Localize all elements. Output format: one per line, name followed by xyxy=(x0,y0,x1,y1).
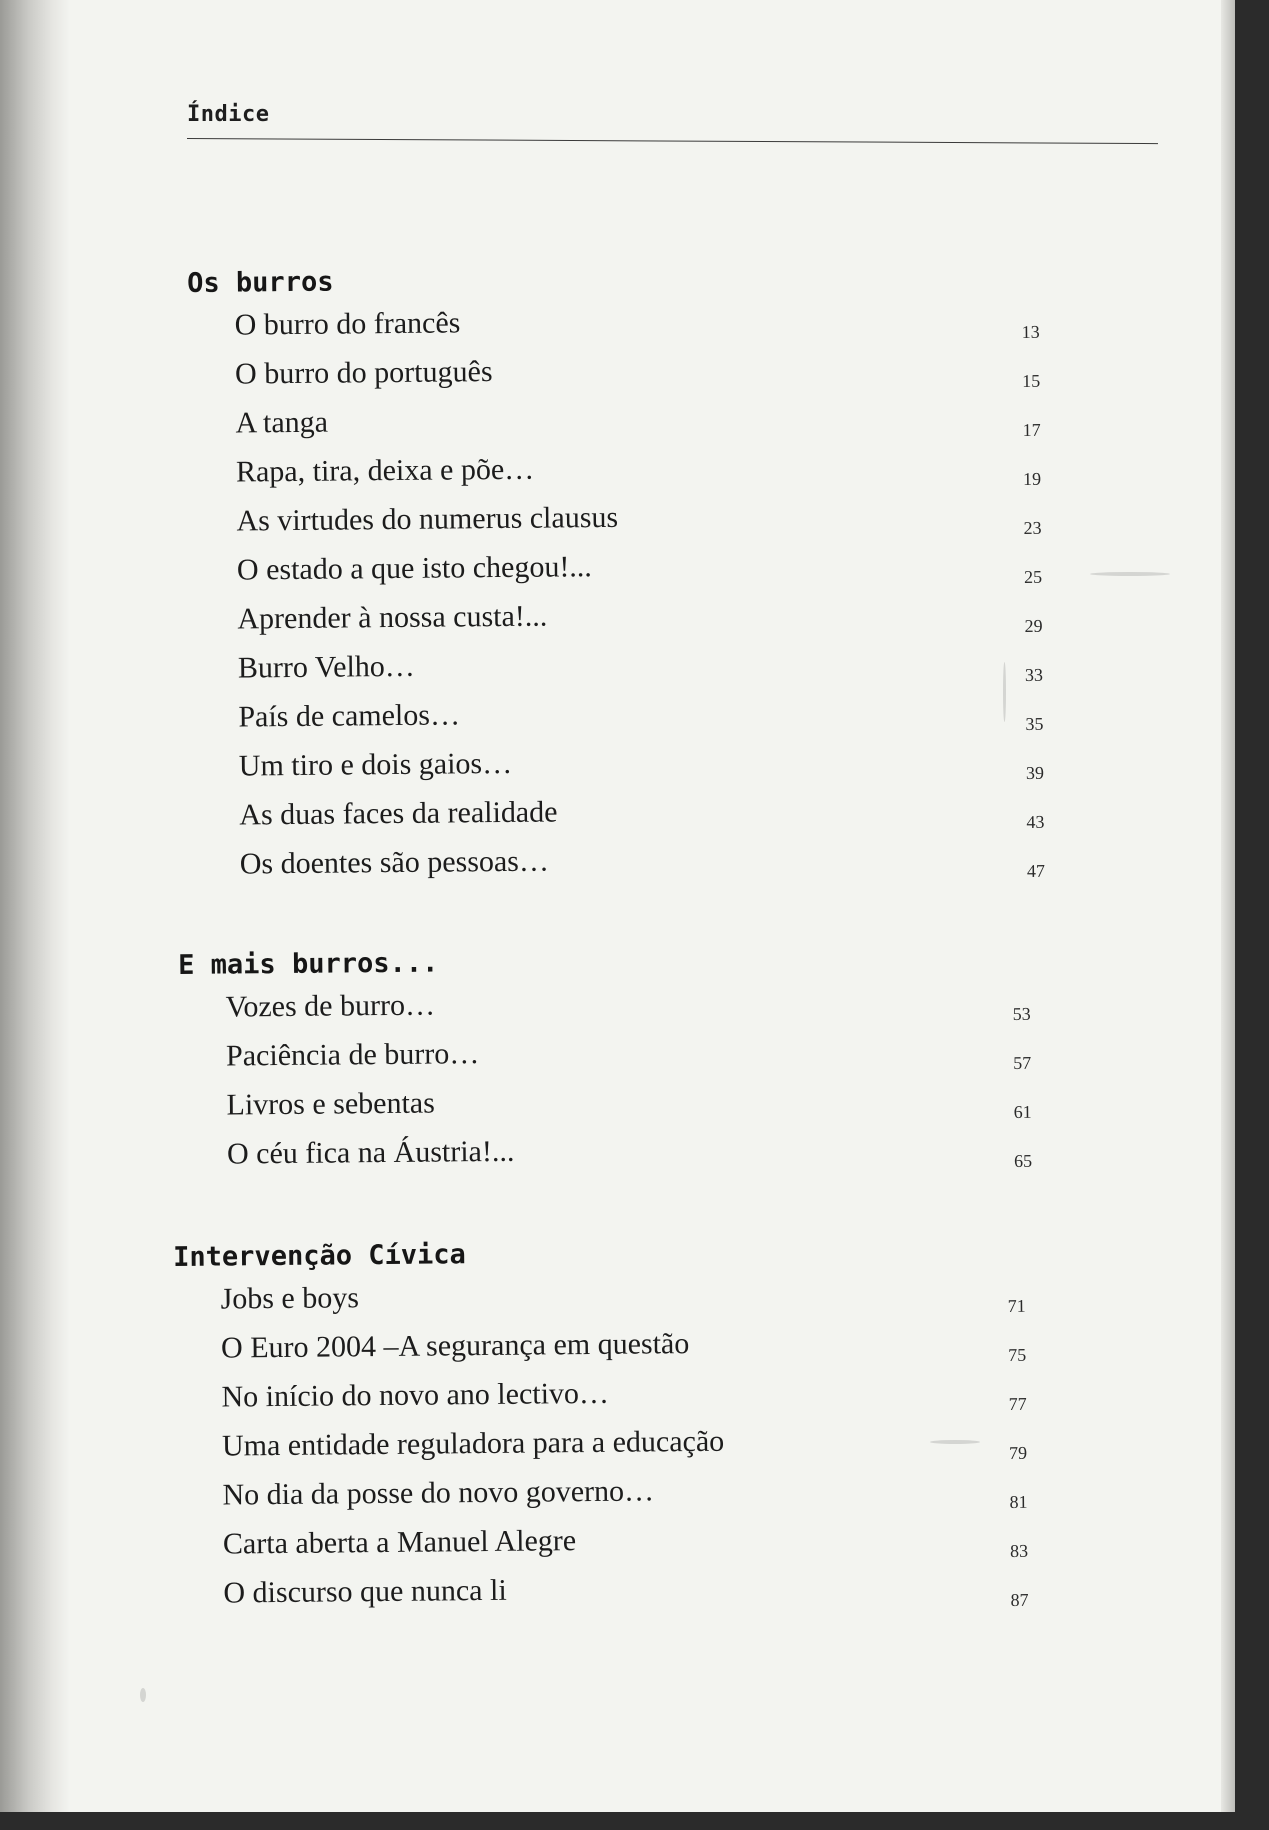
toc-entry xyxy=(175,1419,1027,1476)
entry-title: As virtudes do numerus clausus xyxy=(236,500,619,538)
entry-page-number: 79 xyxy=(1009,1442,1028,1463)
entry-page-number: 17 xyxy=(1022,419,1041,440)
entry-title: No dia da posse do novo governo… xyxy=(222,1474,655,1512)
toc-entry xyxy=(175,1468,1027,1525)
entry-title: O Euro 2004 –A segurança em questão xyxy=(220,1327,690,1365)
section-title: E mais burros... xyxy=(178,947,439,981)
scan-smudge xyxy=(930,1440,980,1444)
page-gutter-shadow xyxy=(0,0,70,1812)
entry-title: Livros e sebentas xyxy=(226,1086,435,1122)
scan-smudge xyxy=(1090,572,1170,576)
entry-page-number: 53 xyxy=(1012,1003,1031,1024)
entry-title: No início do novo ano lectivo… xyxy=(221,1376,610,1414)
entry-page-number: 13 xyxy=(1021,321,1040,342)
entry-title: Uma entidade reguladora para a educação xyxy=(221,1424,725,1463)
entry-title: Jobs e boys xyxy=(220,1281,360,1316)
entry-page-number: 75 xyxy=(1008,1344,1027,1365)
toc-entry xyxy=(188,347,1040,404)
toc-entry xyxy=(191,690,1043,747)
header-rule xyxy=(187,138,1158,144)
entry-title: Um tiro e dois gaios… xyxy=(238,746,513,783)
entry-page-number: 39 xyxy=(1025,762,1045,783)
entry-page-number: 35 xyxy=(1025,713,1044,734)
toc-entry xyxy=(187,298,1039,355)
entry-title: Carta aberta a Manuel Alegre xyxy=(222,1524,577,1561)
section-title: Os burros xyxy=(187,266,334,299)
toc-entry xyxy=(190,543,1042,600)
toc-entry xyxy=(191,641,1043,698)
toc-entry xyxy=(193,837,1045,894)
toc-entry xyxy=(179,1078,1031,1135)
entry-page-number: 25 xyxy=(1023,566,1043,587)
toc-entry xyxy=(189,494,1041,551)
entry-page-number: 33 xyxy=(1024,664,1044,685)
toc-entry xyxy=(190,592,1042,649)
scan-smudge xyxy=(1003,662,1006,722)
toc-entry xyxy=(178,980,1030,1037)
entry-page-number: 71 xyxy=(1007,1295,1026,1316)
entry-page-number: 29 xyxy=(1024,615,1043,636)
section-title: Intervenção Cívica xyxy=(173,1239,466,1273)
entry-page-number: 15 xyxy=(1022,370,1041,391)
toc-entry xyxy=(173,1272,1025,1329)
toc-section-intervencao-civica xyxy=(173,1228,1029,1623)
entry-title: Paciência de burro… xyxy=(225,1037,480,1073)
page-edge xyxy=(1221,0,1235,1812)
entry-title: País de camelos… xyxy=(238,698,461,734)
toc-section-e-mais-burros xyxy=(178,936,1032,1184)
entry-title: O burro do francês xyxy=(234,306,461,342)
entry-page-number: 77 xyxy=(1008,1393,1027,1414)
entry-title: As duas faces da realidade xyxy=(239,795,558,832)
toc-entry xyxy=(176,1517,1028,1574)
toc-entry xyxy=(192,788,1044,845)
entry-title: Aprender à nossa custa!... xyxy=(237,599,548,636)
entry-page-number: 43 xyxy=(1026,811,1045,832)
entry-page-number: 47 xyxy=(1026,860,1045,881)
page-header-title: Índice xyxy=(187,102,270,127)
entry-page-number: 57 xyxy=(1013,1052,1032,1073)
entry-title: O estado a que isto chegou!... xyxy=(236,550,593,587)
scan-smudge xyxy=(140,1688,146,1702)
toc-entry xyxy=(192,739,1044,796)
entry-title: O discurso que nunca li xyxy=(223,1573,507,1610)
entry-page-number: 65 xyxy=(1014,1150,1033,1171)
entry-page-number: 81 xyxy=(1009,1491,1028,1512)
toc-entry xyxy=(176,1566,1028,1623)
entry-title: O burro do português xyxy=(234,355,493,391)
entry-title: Rapa, tira, deixa e põe… xyxy=(235,452,535,489)
toc-entry xyxy=(180,1127,1032,1184)
entry-title: Burro Velho… xyxy=(237,649,416,685)
entry-title: O céu fica na Áustria!... xyxy=(226,1134,515,1171)
toc-section-os-burros xyxy=(187,254,1045,894)
entry-title: Vozes de burro… xyxy=(225,988,436,1024)
entry-page-number: 19 xyxy=(1023,468,1042,489)
toc-entry xyxy=(189,445,1041,502)
entry-page-number: 61 xyxy=(1013,1101,1032,1122)
entry-page-number: 87 xyxy=(1010,1589,1029,1610)
toc-entry xyxy=(174,1321,1026,1378)
toc-entry xyxy=(179,1029,1031,1086)
toc-entry xyxy=(188,396,1040,453)
entry-title: Os doentes são pessoas… xyxy=(239,844,550,881)
entry-title: A tanga xyxy=(235,405,329,440)
entry-page-number: 23 xyxy=(1023,517,1042,538)
toc-entry xyxy=(174,1370,1026,1427)
entry-page-number: 83 xyxy=(1009,1540,1029,1561)
